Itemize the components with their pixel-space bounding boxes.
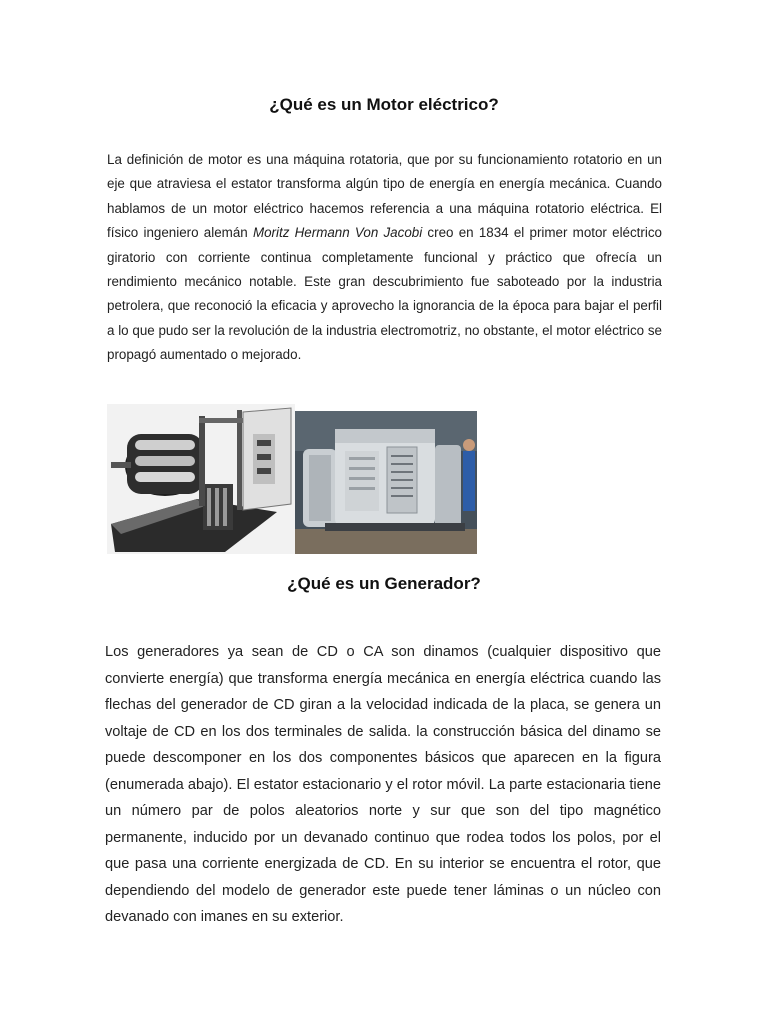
generator-section-title: ¿Qué es un Generador?: [287, 574, 481, 593]
industrial-motor-image: [295, 411, 477, 554]
motor-section-title: ¿Qué es un Motor eléctrico?: [269, 95, 499, 114]
motor-definition-paragraph: [107, 148, 662, 368]
motor-paragraph-end: creo en 1834 el primer motor eléctrico giratorio con corriente continua completamente funcional y práctico que ofrecía un rendimiento mecánico notable. Este gran descubrimiento fue saboteado por la industria petrolera, que reconoció la eficacia y aprovecho la ignorancia de la época para bajar el perfil a lo que pudo ser la revolución de la industria electromotriz, no obstante, el motor eléctrico se propagó aumentado o mejorado.: [107, 225, 662, 363]
antique-motor-image: [107, 404, 295, 554]
generator-definition-paragraph: Los generadores ya sean de CD o CA son dinamos (cualquier dispositivo que convierte energía) que transforma energía mecánica en energía eléctrica cuando las flechas del generador de CD giran a la velocidad indicada de la placa, se genera un voltaje de CD en los dos terminales de salida. la construcción básica del dinamo se puede descomponer en los dos componentes básicos que aparecen en la figura (enumerada abajo). El estator estacionario y el rotor móvil. La parte estacionaria tiene un número par de polos aleatorios norte y sur que son del tipo magnético permanente, inducido por un devanado continuo que rodea todos los polos, por el que pasa una corriente energizada de CD. En su interior se encuentra el rotor, que dependiendo del modelo de generador este puede tener láminas o un núcleo con devanado con imanes en su exterior.: [105, 644, 661, 925]
inventor-name: Moritz Hermann Von Jacobi: [252, 225, 423, 241]
motor-paragraph-start: La definición de motor es una máquina rotatoria, que por su funcionamiento rotatorio en un eje que atraviesa el estator transforma algún tipo de energía en energía mecánica. Cuando hablamos de un motor eléctrico hacemos referencia a una máquina rotatorio eléctrica. El físico ingeniero alemán: [107, 152, 662, 241]
